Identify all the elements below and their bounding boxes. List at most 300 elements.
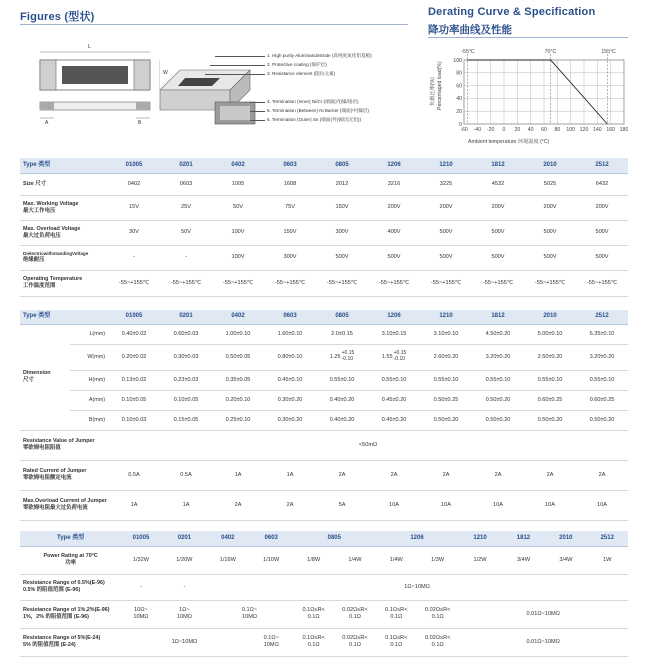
table2-row-h [20,370,628,390]
label-en: Resistance Value of Jumper [23,438,95,445]
label-en: Power Rating at 70°C [43,553,98,560]
cell: 0.60±0.25 [576,390,628,410]
label-cn: 5% 的阻值范围 (E-24) [23,642,76,648]
cell: 2A [264,490,316,520]
cell: 500V [420,245,472,270]
cell: 1/20W [163,546,206,574]
cell: 500V [524,220,576,245]
cell: 2A [368,460,420,490]
cell: 1A [264,460,316,490]
table3-header-row [20,531,628,546]
cell: 500V [316,245,368,270]
label-cn: 尺寸 [23,377,34,383]
cell: 500V [420,220,472,245]
cell: 1/10W [250,546,293,574]
cell: 1608 [264,173,316,195]
derating-title-cn: 降功率曲线及性能 [428,24,512,36]
cell: 10A [524,490,576,520]
cell: 3.20±0.20 [576,344,628,370]
table1-size-1206: 1206 [368,158,420,173]
table3-row-power [20,546,628,574]
table1-header-row [20,158,628,173]
y-tick-labels [453,58,462,128]
cell: -55~+155℃ [316,270,368,296]
x-tick-label: 140 [593,127,602,133]
cell: 0.20±0.10 [212,390,264,410]
cell-w-1206 [368,344,420,370]
cell: 1W [587,546,628,574]
cell: - [119,574,162,600]
row-label-jumper-resistance [20,430,108,460]
table2-row-a [20,390,628,410]
cell: -55~+155℃ [368,270,420,296]
y-tick-label: 80 [456,70,462,77]
row-label-size: Size 尺寸 [20,173,108,195]
cell: 0.01Ω~10MΩ [458,600,628,628]
cell: 0.50±0.20 [524,410,576,430]
table2-row-b [20,410,628,430]
cell: 2A [524,460,576,490]
resistor-cross-section-diagram [140,50,280,130]
temp-mark-minus55: -55°C [461,49,475,55]
note-4: 4. Termination (Inner) Ni/Cr (端面(内)镍/铬层) [267,99,359,104]
cell: 1/2W [458,546,501,574]
table1-size-0402: 0402 [212,158,264,173]
cell: 30V [108,220,160,245]
cell: 0.02Ω≤R< 0.1Ω [417,628,458,656]
x-tick-label: 160 [606,127,615,133]
cell: 10A [420,490,472,520]
label-en: Resistance Range of 5%(E-24) [23,635,101,642]
x-tick-label: 100 [566,127,575,133]
cell: 5A [316,490,368,520]
spec-table-2 [20,310,628,521]
table3-size: 1210 [458,531,501,546]
derating-chart [428,46,628,146]
dim-label-l: L [88,44,91,50]
cell: 0402 [108,173,160,195]
cell: 1/4W [376,546,417,574]
cell: 0.55±0.10 [576,370,628,390]
base: 1.25 [329,354,341,361]
label-en: Operating Temperature [23,276,83,283]
leader-4 [250,102,265,103]
cell: 0.50±0.20 [472,410,524,430]
cell: 4.50±0.20 [472,324,524,344]
cell: 500V [472,220,524,245]
x-tick-label: 80 [554,127,561,133]
x-tick-label: -20 [486,127,495,133]
chart-ylabel-cn: 负载比率(%) [430,77,436,106]
cell: 1Ω~ 10MΩ [163,600,206,628]
table1-row-size [20,173,628,195]
leader-5 [250,111,265,112]
tol-minus: -0.10 [341,356,354,362]
dim-label-a: A [45,120,49,126]
tol-plus: +0.15 [393,350,407,357]
label-cn: 1%，2% 的阻值范围 (E-96) [23,614,89,620]
table3-size: 2010 [545,531,586,546]
cell: 2A [212,490,264,520]
chart-grid [464,60,624,124]
cell: 2A [420,460,472,490]
x-tick-label: 120 [579,127,589,133]
figures-title: Figures (型状) [20,11,95,23]
sub-label-h: H(mm) [70,370,108,390]
cell: 75V [264,195,316,220]
spec-table-3 [20,531,628,657]
table2-row-rated-current [20,460,628,490]
table3-size: 0603 [250,531,293,546]
y-tick-label: 60 [456,83,462,90]
row-label-overload-current [20,490,108,520]
cell: 500V [368,245,420,270]
cell: 3/4W [545,546,586,574]
table3-header-label: Type 类型 [20,531,119,546]
table3-size: 0201 [163,531,206,546]
label-cn: 最大过负荷电压 [23,232,61,239]
cell: 0.15±0.05 [160,410,212,430]
cell: 0.50±0.20 [576,410,628,430]
cell: 500V [576,245,628,270]
table2-size: 1210 [420,310,472,324]
label-cn: 最大工作电压 [23,207,56,214]
table1-size-0603: 0603 [264,158,316,173]
cell: - [108,245,160,270]
label-cn: 零欧姆电阻额定电流 [23,475,72,481]
table2-row-l [20,324,628,344]
label-cn: 功率 [65,560,77,566]
x-tick-label: 60 [541,127,547,133]
sub-label-l: L(mm) [70,324,108,344]
label-en: Max. Overload Voltage [23,225,81,232]
cell: -55~+155℃ [108,270,160,296]
cell: 1.00±0.10 [212,324,264,344]
cell: 200V [368,195,420,220]
row-label-res-5 [20,628,119,656]
note-1: 1. High purity Aluminasubstrate (高纯度氧化铝基板) [267,53,372,58]
table3-size: 0402 [206,531,249,546]
temp-mark-155: 155°C [601,49,616,55]
label-en: Resistance Range of 1%,2%(E-96) [23,607,110,614]
cell: 2.60±0.20 [420,344,472,370]
cell: 0.35±0.05 [212,370,264,390]
leader-3 [205,74,265,75]
cell: 0.10±0.03 [108,410,160,430]
sub-label-a: A(mm) [70,390,108,410]
table2-size: 0805 [316,310,368,324]
table2-size: 0402 [212,310,264,324]
tol-minus: -0.10 [393,356,406,362]
table1-row-dielectric [20,245,628,270]
row-label-max-overload-voltage [20,220,108,245]
table3-size: 1206 [376,531,459,546]
table2-size: 1812 [472,310,524,324]
cell-res-05-range: 1Ω~10MΩ [206,574,628,600]
cell: 1Ω~10MΩ [119,628,249,656]
cell: 0.60±0.03 [160,324,212,344]
table1-size-1210: 1210 [420,158,472,173]
table2-size: 2010 [524,310,576,324]
dimension-label [20,324,70,430]
x-tick-label: 0 [502,127,506,133]
cell: 0.45±0.20 [368,410,420,430]
y-tick-label: 100 [453,57,462,64]
table2-size: 0201 [160,310,212,324]
table2-row-jumper-resistance [20,430,628,460]
y-tick-label: 0 [459,121,462,128]
cell: 0.23±0.03 [160,370,212,390]
leader-2 [210,65,265,66]
cell: 200V [576,195,628,220]
cell: 3216 [368,173,420,195]
table1-size-0201: 0201 [160,158,212,173]
label-en: Max. Working Voltage [23,200,79,207]
cell: 500V [524,245,576,270]
cell: 0.02Ω≤R< 0.1Ω [334,600,375,628]
cell: 0.01Ω~10MΩ [458,628,628,656]
cell: 0.10±0.05 [160,390,212,410]
sub-label-b: B(mm) [70,410,108,430]
label-en: Dimension [23,370,51,377]
x-tick-labels [460,127,628,133]
row-label-rated-current [20,460,108,490]
base: 1.55 [381,354,393,361]
cell-w-0805 [316,344,368,370]
cell: 0603 [160,173,212,195]
cell: -55~+155℃ [524,270,576,296]
cell: 6.35±0.10 [576,324,628,344]
note-2: 2. Protective coating (保护层) [267,62,327,67]
cell: 0.30±0.03 [160,344,212,370]
row-label-res-12 [20,600,119,628]
cell: 10Ω~ 10MΩ [119,600,162,628]
cell: 0.50±0.05 [212,344,264,370]
tol-plus: +0.15 [341,350,355,357]
cell: 200V [524,195,576,220]
cell: 0.45±0.10 [264,370,316,390]
dim-label-b: B [138,120,142,126]
sub-label-w: W(mm) [70,344,108,370]
table1-size-0805: 0805 [316,158,368,173]
cell: 10A [368,490,420,520]
cell: 50V [212,195,264,220]
cell: 2012 [316,173,368,195]
cell: 0.50±0.20 [472,390,524,410]
table1-size-1812: 1812 [472,158,524,173]
cell: 0.80±0.10 [264,344,316,370]
spec-table-1 [20,158,628,297]
cell: 300V [316,220,368,245]
cell: -55~+155℃ [472,270,524,296]
cell: 4532 [472,173,524,195]
chart-ylabel-en: Percentaged load(%) [437,61,443,110]
cell: 0.02Ω≤R< 0.1Ω [334,628,375,656]
cell: 50V [160,220,212,245]
cell: 25V [160,195,212,220]
table3-size: 2512 [587,531,628,546]
table2-size: 2512 [576,310,628,324]
x-tick-label: 20 [514,127,521,133]
cell: 1.60±0.10 [264,324,316,344]
cell: -55~+155℃ [420,270,472,296]
row-label-max-working-voltage [20,195,108,220]
cell: 1/16W [206,546,249,574]
cell: 0.45±0.20 [368,390,420,410]
table2-row-w [20,344,628,370]
cell: 0.55±0.10 [316,370,368,390]
cell: - [160,245,212,270]
cell: 500V [472,245,524,270]
cell: 0.5A [160,460,212,490]
label-cn: 零欧姆电阻最大过负荷电流 [23,505,88,511]
table2-size: 1206 [368,310,420,324]
cell: 0.25±0.10 [212,410,264,430]
cell: 500V [576,220,628,245]
cell: 5.00±0.10 [524,324,576,344]
cell: 1/3W [417,546,458,574]
cell: 1005 [212,173,264,195]
figures-rule [20,24,408,25]
cell: 10A [472,490,524,520]
table1-row-operating-temp [20,270,628,296]
table2-size: 0603 [264,310,316,324]
cell: 1A [212,460,264,490]
cell: 2A [472,460,524,490]
cell: 1A [108,490,160,520]
row-label-power [20,546,119,574]
cell: 0.55±0.10 [368,370,420,390]
cell: 200V [420,195,472,220]
table3-size: 01005 [119,531,162,546]
cell: 0.55±0.10 [524,370,576,390]
leader-1 [215,56,265,57]
table1-size-01005: 01005 [108,158,160,173]
y-tick-label: 20 [456,109,462,115]
derating-rule [428,37,628,38]
cell: 1/4W [334,546,375,574]
cell: 2.50±0.20 [524,344,576,370]
cell: 0.10±0.05 [108,390,160,410]
cell: 1/32W [119,546,162,574]
cell: 5025 [524,173,576,195]
cell: 150V [316,195,368,220]
cell: 15V [108,195,160,220]
cell: 0.1Ω≤R< 0.1Ω [293,628,334,656]
cell: 0.55±0.10 [420,370,472,390]
cell: 2A [316,460,368,490]
chart-xlabel: Ambient temperature 环境温度 (°C) [468,139,550,145]
table1-row-max-overload-voltage [20,220,628,245]
cell: 0.20±0.02 [108,344,160,370]
note-6: 6. Termination (Outer) Sn (端面(外)锡层(无铅)) [267,117,362,122]
derating-title: Derating Curve & Specification [428,6,596,18]
cell: -55~+155℃ [160,270,212,296]
table2-size: 01005 [108,310,160,324]
cell: 0.1Ω≤R< 0.1Ω [293,600,334,628]
cell: 100V [212,245,264,270]
label-en: Resistance Range of 0.5%(E-96) [23,580,105,587]
table1-header-label: Type 类型 [20,158,108,173]
cell: 0.30±0.20 [264,410,316,430]
row-label-operating-temp [20,270,108,296]
cell: 1A [160,490,212,520]
table3-row-res-12 [20,600,628,628]
y-tick-label: 40 [456,96,462,103]
cell: 3/4W [502,546,545,574]
label-cn: 0.5% 的阻值范围 (E-96) [23,587,81,593]
cell: 0.5A [108,460,160,490]
cell: 0.60±0.25 [524,390,576,410]
label-cn: 工作温度范围 [23,283,56,289]
x-tick-label: 40 [527,127,534,133]
x-tick-label: -40 [473,127,482,133]
cell: 2.0±0.15 [316,324,368,344]
label-en: DielectricwithstandingVoltage [23,251,89,257]
row-label-res-05 [20,574,119,600]
leader-6 [250,120,265,121]
cell: 0.40±0.20 [316,390,368,410]
cell: 0.40±0.02 [108,324,160,344]
jumper-resistance-value: <50mΩ [108,430,628,460]
cell: 300V [264,245,316,270]
cell: 3.10±0.10 [420,324,472,344]
table3-row-res-5 [20,628,628,656]
cell: 100V [212,220,264,245]
row-label-dielectric [20,245,108,270]
label-cn: 绝缘耐压 [23,256,45,263]
cell: 0.1Ω≤R< 0.1Ω [376,628,417,656]
table3-size: 1812 [502,531,545,546]
table2-row-overload-current [20,490,628,520]
label-en: Rated Current of Jumper [23,468,87,475]
cell: 200V [472,195,524,220]
cell: -55~+155℃ [212,270,264,296]
note-5: 5. Termination (Between) Ni Barrier (端面(中)镍层) [267,108,370,113]
cell: 0.1Ω~ 10MΩ [250,628,293,656]
cell: 400V [368,220,420,245]
cell: 150V [264,220,316,245]
cell: 6432 [576,173,628,195]
cell: -55~+155℃ [264,270,316,296]
note-3: 3. Resistance element (阻抗元素) [267,71,336,76]
table2-header-row [20,310,628,324]
table2-header-label: Type 类型 [20,310,108,324]
cell: 0.55±0.10 [472,370,524,390]
cell: 3225 [420,173,472,195]
label-cn: 零欧姆电阻阻值 [23,445,61,451]
table3-size: 0805 [293,531,376,546]
dim-label-w: W [163,70,168,76]
cell: 0.1Ω~ 10MΩ [206,600,293,628]
table1-size-2512: 2512 [576,158,628,173]
cell: 2A [576,460,628,490]
cell: 0.30±0.20 [264,390,316,410]
x-tick-label: -60 [460,127,468,133]
cell: 0.13±0.02 [108,370,160,390]
cell: 10A [576,490,628,520]
cell: 0.40±0.20 [316,410,368,430]
table1-size-2010: 2010 [524,158,576,173]
cell: 0.50±0.20 [420,410,472,430]
table3-row-res-05 [20,574,628,600]
cell: 1/8W [293,546,334,574]
label-en: Max.Overload Current of Jumper [23,498,107,505]
cell: 0.1Ω≤R< 0.1Ω [376,600,417,628]
cell: 3.10±0.15 [368,324,420,344]
cell: 0.50±0.25 [420,390,472,410]
x-tick-label: 180 [619,127,628,133]
